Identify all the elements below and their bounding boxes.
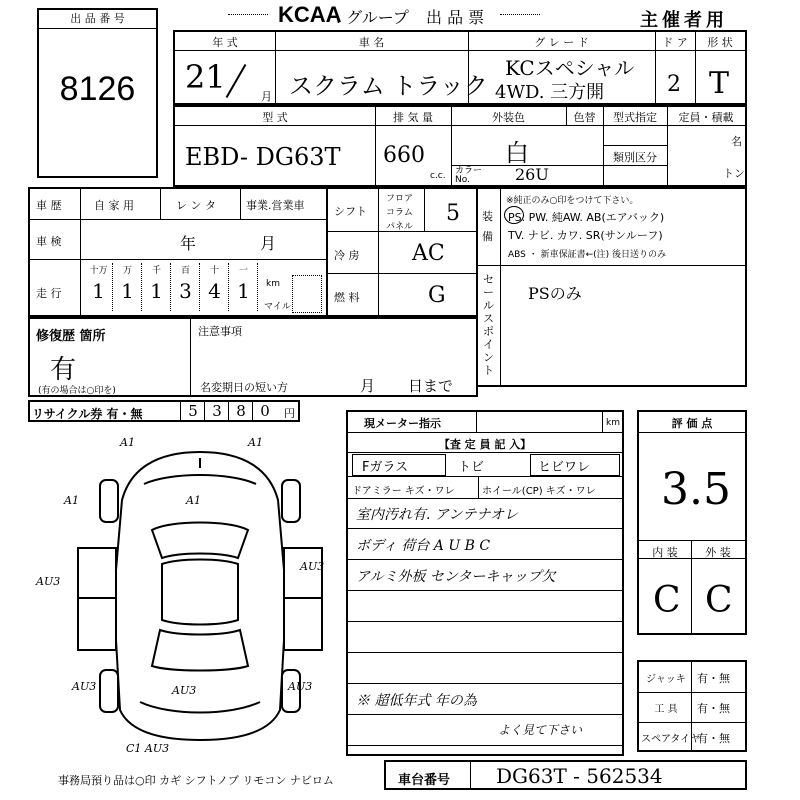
mirror-label: ドアミラー キズ・ワレ — [352, 486, 455, 497]
diagram-mark-3: A1 — [64, 494, 79, 507]
front-left-tire — [100, 480, 118, 522]
org-suffix: . グループ — [336, 8, 409, 27]
mileage-unit-label: 百 — [180, 266, 190, 276]
front-windshield — [152, 523, 248, 559]
repair-note: (有の場合は○印を) — [38, 386, 116, 396]
shaken-month: 月 — [260, 234, 277, 253]
mileage-blank-box — [292, 275, 322, 313]
interior-label: 内 装 — [652, 546, 678, 559]
mileage-unit-label: 万 — [122, 266, 132, 276]
capacity-unit-persons: 名 — [731, 135, 742, 148]
meter-block — [346, 410, 624, 756]
note-text: アルミ外板 センターキャップ欠 — [356, 569, 556, 585]
mileage-digit: 1 — [121, 279, 134, 303]
grade-value-2: 4WD. 三方開 — [495, 82, 605, 103]
recycle-yen: 円 — [284, 407, 295, 420]
shift-block — [326, 187, 478, 317]
history-block — [28, 187, 328, 317]
shift-panel[interactable]: パネル — [386, 222, 414, 232]
meter-km: km — [606, 418, 620, 428]
vehicle-info-top — [173, 30, 747, 105]
mileage-digit: 3 — [179, 279, 192, 303]
type-designation-label: 型式指定 — [613, 111, 657, 124]
trunk-line — [140, 702, 260, 713]
exterior-label: 外 装 — [705, 546, 731, 559]
inspector-header: 【査 定 員 記 入】 — [438, 438, 532, 451]
sales-point-label: セールスポイント — [483, 273, 494, 377]
mileage-unit-label: 千 — [151, 266, 161, 276]
shift-column[interactable]: コラム — [386, 208, 413, 218]
year-value: 21 — [185, 58, 226, 96]
mileage-cell — [113, 263, 142, 311]
repair-label: 修復歴 箇所 — [36, 329, 106, 344]
chassis-box — [384, 760, 747, 790]
history-label: 車 歴 — [36, 199, 62, 212]
front-right-tire — [282, 480, 300, 522]
displacement-value: 660 — [383, 143, 425, 168]
dotted-line-left — [228, 14, 268, 15]
note-line — [348, 715, 622, 746]
diagram-mark-5: AU3 — [300, 560, 325, 573]
tobi-label[interactable]: トビ — [458, 460, 485, 475]
car-name-value: スクラム トラック — [289, 72, 488, 100]
mileage-cell — [84, 263, 113, 311]
history-private[interactable]: 自 家 用 — [94, 199, 134, 212]
mileage-unit-label: 一 — [238, 266, 248, 276]
interior-grade: C — [653, 580, 681, 621]
equipment-label: 装備 — [482, 210, 493, 243]
note-line — [348, 591, 622, 622]
mileage-cell — [142, 263, 171, 311]
cc-label: c.c. — [430, 171, 446, 181]
roof — [162, 560, 238, 625]
model-label: 型 式 — [262, 111, 288, 124]
org-logo: KCAA — [278, 2, 342, 27]
ext-color-label: 外装色 — [492, 111, 525, 124]
diagram-mark-6: AU3 — [36, 575, 61, 588]
color-no-label: カラー No. — [455, 166, 483, 185]
recycle-digit: 0 — [252, 402, 277, 420]
displacement-label: 排 気 量 — [393, 111, 433, 124]
equipment-block — [476, 187, 747, 387]
capacity-label: 定員・積載 — [678, 111, 734, 124]
accessory-value[interactable]: 有・無 — [697, 672, 730, 685]
exhibit-number-box — [37, 8, 158, 178]
sales-point-value: PSのみ — [528, 284, 582, 303]
recycle-label: リサイクル券 有・無 — [32, 407, 143, 421]
shaken-label: 車 検 — [36, 235, 62, 248]
diagram-mark-4: A1 — [186, 494, 201, 507]
vehicle-info-mid — [173, 105, 747, 187]
grade-block — [637, 410, 747, 635]
mileage-digit: 1 — [150, 279, 163, 303]
meter-label: 現メーター指示 — [364, 417, 441, 430]
shift-value: 5 — [446, 201, 460, 226]
ext-color-value: 白 — [505, 139, 529, 167]
recycle-digit: 3 — [204, 402, 229, 420]
doors-value: 2 — [667, 72, 681, 97]
equipment-line-2: TV. ナビ. カワ. SR(サンルーフ) — [508, 229, 663, 242]
doors-label: ド ア — [662, 36, 688, 49]
note-text: よく見て下さい — [498, 723, 583, 737]
tone-label: 色替 — [573, 111, 596, 124]
recycle-digit: 5 — [180, 402, 205, 420]
expiry-month: 月 — [360, 377, 376, 395]
form-title: 出 品 票 — [426, 8, 485, 27]
note-text: 室内汚れ有. アンテナオレ — [356, 507, 519, 523]
diagram-mark-10: C1 AU3 — [126, 742, 170, 755]
chassis-label: 車台番号 — [398, 773, 451, 788]
accessories-block — [637, 660, 747, 752]
capacity-unit-tons: トン — [723, 167, 745, 180]
mileage-digit: 1 — [237, 279, 250, 303]
history-commercial[interactable]: 事業.営業車 — [246, 199, 305, 212]
color-no-value: 26U — [515, 165, 549, 184]
mileage-unit-label: 十万 — [89, 266, 108, 276]
accessory-label: 工 具 — [654, 704, 678, 715]
diagram-mark-7: AU3 — [72, 680, 97, 693]
shift-label: シフト — [334, 205, 367, 218]
mileage-unit-label: 十 — [209, 266, 219, 276]
accessory-label: スペアタイヤ — [641, 734, 701, 745]
expiry-day: 日まで — [408, 377, 454, 395]
exhibit-number: 8126 — [59, 70, 136, 108]
wheel-label: ホイール(CP) キズ・ワレ — [482, 486, 596, 497]
grade-score: 3.5 — [661, 464, 731, 515]
grade-label: グ レ ー ド — [534, 36, 589, 49]
shaken-year: 年 — [180, 234, 197, 253]
hibi-label[interactable]: ヒビワレ — [538, 460, 591, 475]
fuel-value: G — [428, 283, 446, 308]
ac-label: 冷 房 — [334, 249, 360, 262]
class-label: 類別区分 — [613, 151, 657, 164]
diagram-mark-9: AU3 — [288, 680, 313, 693]
year-label: 年 式 — [212, 36, 238, 49]
mileage-cell — [200, 263, 229, 311]
accessory-label: ジャッキ — [646, 674, 686, 685]
note-line — [348, 560, 622, 591]
model-value: EBD- DG63T — [185, 143, 341, 171]
month-label: 月 — [261, 90, 272, 103]
shape-label: 形 状 — [707, 36, 733, 49]
car-name-label: 車 名 — [358, 36, 385, 49]
f-glass-label: Fガラス — [362, 460, 409, 475]
note-text: ※ 超低年式 年の為 — [356, 693, 477, 709]
diagram-mark-1: A1 — [120, 436, 135, 449]
diagram-mark-2: A1 — [248, 436, 263, 449]
recycle-block — [28, 400, 300, 422]
note-line — [348, 529, 622, 560]
hood-line — [144, 475, 256, 484]
equipment-line-3: ABS ・ 新車保証書←(注) 後日送りのみ — [508, 250, 667, 260]
chassis-value: DG63T - 562534 — [496, 764, 663, 788]
repair-block — [28, 317, 478, 397]
dotted-line-right — [500, 14, 540, 15]
note-line — [348, 684, 622, 715]
vehicle-damage-diagram — [60, 440, 340, 750]
short-expiry-label: 名変期日の短い方 — [200, 381, 288, 394]
rear-window — [152, 630, 248, 671]
repair-value: 有 — [50, 355, 77, 385]
history-rental[interactable]: レ ン タ — [176, 199, 216, 212]
grade-points-label: 評 価 点 — [671, 417, 713, 430]
exhibit-number-label: 出 品 番 号 — [39, 10, 156, 29]
mileage-cell — [229, 263, 258, 311]
mileage-mile: マイル — [264, 302, 291, 312]
equipment-note: ※純正のみ○印をつけて下さい。 — [506, 196, 639, 206]
shape-value: T — [709, 66, 730, 101]
equipment-line-1: PS. PW. 純AW. AB(エアバック) — [508, 211, 665, 224]
note-line — [348, 622, 622, 653]
keys-note: 事務局預り品は○印 カギ シフトノブ リモコン ナビロム — [58, 774, 334, 787]
ac-value: AC — [412, 241, 445, 266]
shift-floor[interactable]: フロア — [386, 194, 414, 204]
grade-value-1: KCスペシャル — [505, 56, 635, 80]
rear-left-tire — [100, 670, 118, 712]
exterior-grade: C — [705, 580, 733, 621]
note-text: ボディ 荷台 A U B C — [356, 538, 491, 554]
mileage-km: km — [266, 279, 280, 289]
accessory-value[interactable]: 有・無 — [697, 732, 730, 745]
year-slash — [226, 64, 247, 98]
recycle-digit: 8 — [228, 402, 253, 420]
note-line — [348, 653, 622, 684]
mileage-digit: 4 — [208, 279, 221, 303]
organizer-label: 主催者用 — [640, 10, 728, 31]
note-line — [348, 498, 622, 529]
mileage-label: 走 行 — [36, 287, 62, 300]
mileage-digit: 1 — [92, 279, 105, 303]
accessory-value[interactable]: 有・無 — [697, 702, 730, 715]
fuel-label: 燃 料 — [334, 291, 360, 304]
notes-label: 注意事項 — [198, 325, 242, 338]
ps-circle — [504, 206, 524, 224]
diagram-mark-8: AU3 — [172, 684, 197, 697]
mileage-cell — [171, 263, 200, 311]
